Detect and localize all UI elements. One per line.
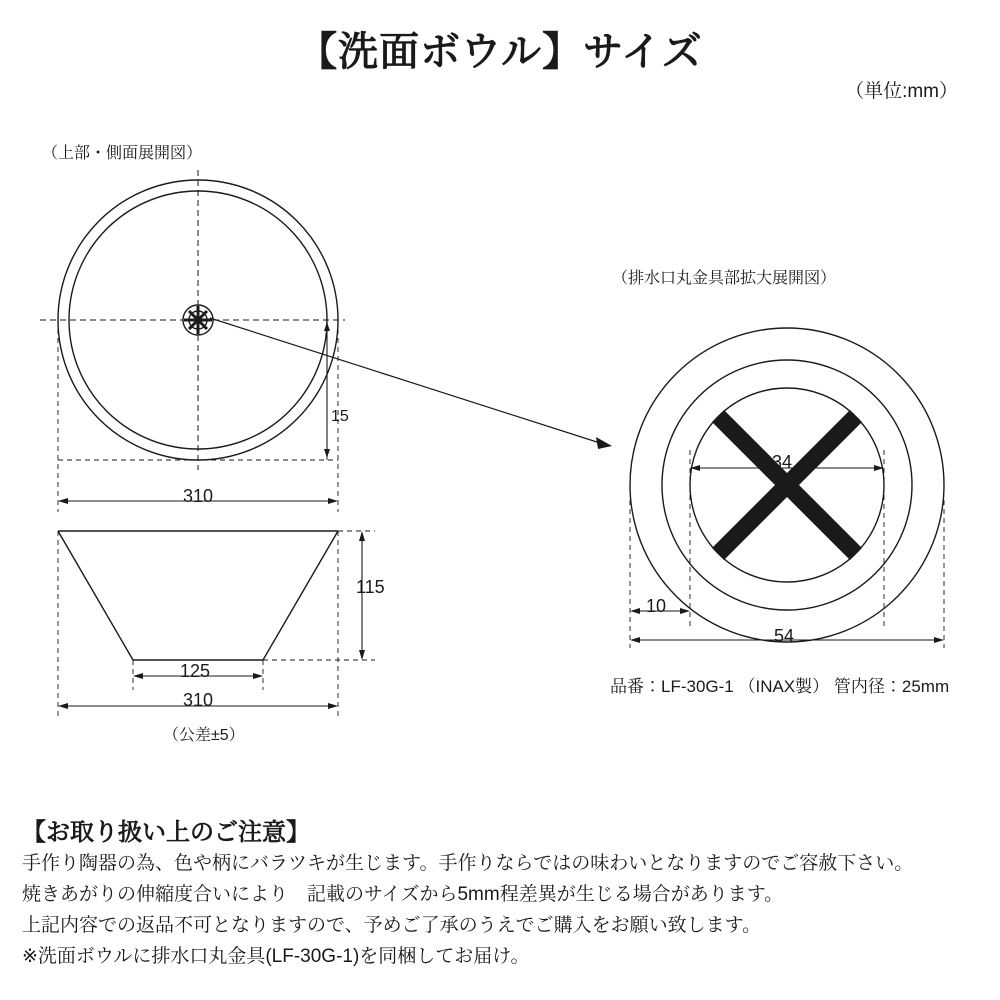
dim-label-strainer: 34 bbox=[772, 452, 793, 472]
part-number-note: 品番：LF-30G-1 （INAX製） 管内径：25mm bbox=[610, 677, 950, 696]
dim-label-top-diameter: 310 bbox=[183, 486, 214, 506]
dim-label-base-width: 125 bbox=[180, 661, 211, 681]
note-line-3: 上記内容での返品不可となりますので、予めご了承のうえでご購入をお願い致します。 bbox=[22, 915, 762, 936]
strainer-cross-icon bbox=[718, 416, 856, 554]
right-figure-caption: （排水口丸金具部拡大展開図） bbox=[612, 270, 837, 287]
notes-heading: 【お取り扱い上のご注意】 bbox=[22, 819, 310, 846]
tolerance-note: （公差±5） bbox=[163, 727, 245, 744]
dim-label-outer: 54 bbox=[774, 626, 795, 646]
note-line-4: ※洗面ボウルに排水口丸金具(LF-30G-1)を同梱してお届け。 bbox=[22, 946, 530, 967]
unit-note: （単位:mm） bbox=[845, 81, 958, 102]
dim-label-depth: 115 bbox=[356, 577, 385, 597]
note-line-2: 焼きあがりの伸縮度合いにより 記載のサイズから5mm程差異が生じる場合があります。 bbox=[22, 884, 784, 905]
basin-side-section bbox=[58, 531, 338, 660]
notes-body bbox=[22, 848, 984, 972]
left-figure-caption: （上部・側面展開図） bbox=[42, 145, 203, 162]
note-line-1: 手作り陶器の為、色や柄にバラツキが生じます。手作りならではの味わいとなりますのでご容赦下さい。 bbox=[22, 853, 914, 874]
page-title: 【洗面ボウル】サイズ bbox=[297, 30, 703, 74]
leader-line-to-detail bbox=[210, 318, 612, 449]
dim-label-rim-height: 15 bbox=[331, 408, 349, 425]
dim-label-ring: 10 bbox=[646, 596, 667, 616]
dim-label-side-width: 310 bbox=[183, 690, 214, 710]
drain-cross-mark bbox=[184, 306, 212, 334]
